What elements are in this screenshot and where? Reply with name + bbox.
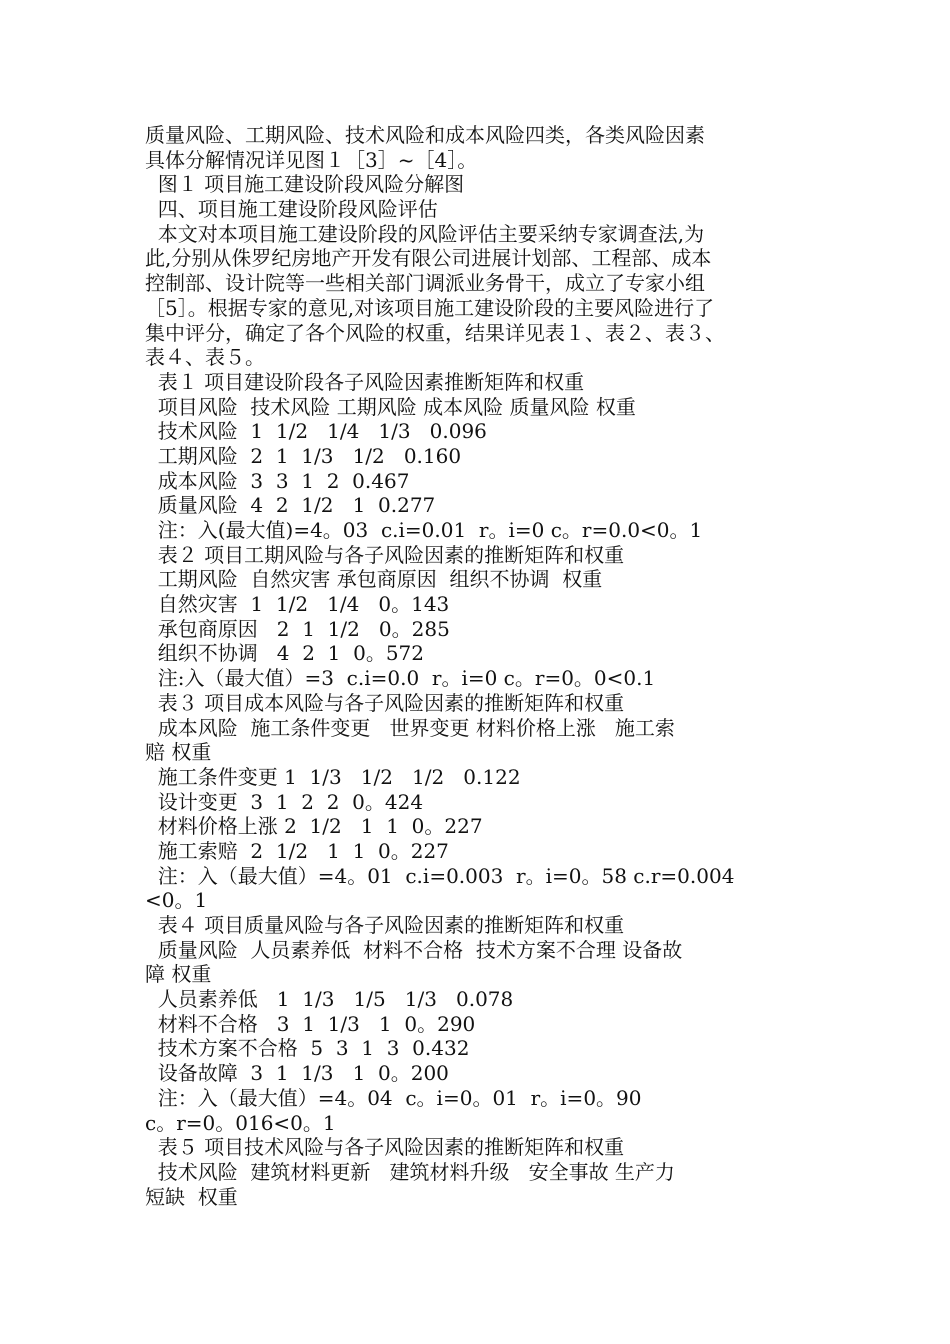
text-line: ［5］。根据专家的意见,对该项目施工建设阶段的主要风险进行了 (145, 295, 715, 320)
table-note: 注：入（最大值）=4。04 c。i=0。01 r。i=0。90 (145, 1085, 642, 1110)
text-line: 具体分解情况详见图１［3］~［4］。 (145, 147, 478, 172)
table-header-row: 短缺 权重 (145, 1184, 238, 1209)
table-row: 承包商原因 2 1 1/2 0。285 (145, 616, 450, 641)
text-line: 控制部、设计院等一些相关部门调派业务骨干，成立了专家小组 (145, 271, 705, 296)
table-row: 设计变更 3 1 2 2 0。424 (145, 789, 424, 814)
table-row: 质量风险 4 2 1/2 1 0.277 (145, 493, 436, 518)
table-row: 设备故障 3 1 1/3 1 0。200 (145, 1061, 449, 1086)
table-row: 自然灾害 1 1/2 1/4 0。143 (145, 592, 450, 617)
text-line: 集中评分，确定了各个风险的权重，结果详见表１、表２、表３、 (145, 320, 725, 345)
table-row: 材料价格上涨 2 1/2 1 1 0。227 (145, 814, 483, 839)
table-header-row: 障 权重 (145, 962, 212, 987)
table-header-row: 质量风险 人员素养低 材料不合格 技术方案不合理 设备故 (145, 937, 683, 962)
text-line: 质量风险、工期风险、技术风险和成本风险四类，各类风险因素 (145, 123, 705, 147)
table-caption: 表２ 项目工期风险与各子风险因素的推断矩阵和权重 (145, 542, 625, 567)
table-note: <0。1 (145, 888, 208, 913)
table-caption: 表４ 项目质量风险与各子风险因素的推断矩阵和权重 (145, 913, 625, 937)
table-header-row: 成本风险 施工条件变更 世界变更 材料价格上涨 施工索 (145, 715, 675, 740)
table-row: 工期风险 2 1 1/3 1/2 0.160 (145, 443, 462, 468)
table-row: 组织不协调 4 2 1 0。572 (145, 641, 425, 666)
table-header-row: 技术风险 建筑材料更新 建筑材料升级 安全事故 生产力 (145, 1159, 675, 1184)
table-row: 技术方案不合格 5 3 1 3 0.432 (145, 1036, 470, 1061)
document-body (145, 123, 790, 1209)
text-line: 表４、表５。 (145, 345, 265, 370)
table-header-row: 赔 权重 (145, 740, 212, 765)
table-row: 材料不合格 3 1 1/3 1 0。290 (145, 1011, 476, 1036)
figure-caption: 图１ 项目施工建设阶段风险分解图 (145, 172, 465, 197)
section-heading: 四、项目施工建设阶段风险评估 (145, 197, 438, 222)
table-row: 成本风险 3 3 1 2 0.467 (145, 468, 410, 493)
table-note: 注:入（最大值）=3 c.i=0.0 r。i=0 c。r=0。0<0.1 (145, 666, 656, 691)
table-row: 施工索赔 2 1/2 1 1 0。227 (145, 838, 449, 863)
table-caption: 表１ 项目建设阶段各子风险因素推断矩阵和权重 (145, 369, 585, 394)
table-caption: 表５ 项目技术风险与各子风险因素的推断矩阵和权重 (145, 1135, 625, 1160)
table-row: 技术风险 1 1/2 1/4 1/3 0.096 (145, 419, 487, 444)
table-note: 注：入（最大值）=4。01 c.i=0.003 r。i=0。58 c.r=0.004 (145, 863, 735, 888)
table-note: 注：入(最大值)=4。03 c.i=0.01 r。i=0 c。r=0.0<0。1 (145, 518, 703, 542)
table-row: 施工条件变更 1 1/3 1/2 1/2 0.122 (145, 764, 521, 789)
table-header-row: 工期风险 自然灾害 承包商原因 组织不协调 权重 (145, 567, 603, 592)
text-line: 本文对本项目施工建设阶段的风险评估主要采纳专家调查法,为 (145, 221, 705, 246)
table-row: 人员素养低 1 1/3 1/5 1/3 0.078 (145, 987, 514, 1012)
table-note: c。r=0。016<0。1 (145, 1110, 336, 1135)
table-header-row: 项目风险 技术风险 工期风险 成本风险 质量风险 权重 (145, 394, 636, 419)
text-line: 此,分别从侏罗纪房地产开发有限公司进展计划部、工程部、成本 (145, 246, 712, 271)
table-caption: 表３ 项目成本风险与各子风险因素的推断矩阵和权重 (145, 690, 625, 715)
